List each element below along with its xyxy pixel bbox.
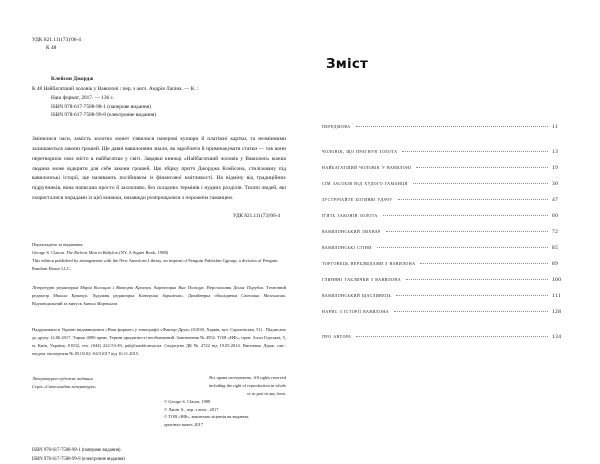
toc-entry-label: вавилонський лихвар [322,229,381,235]
series-name: Серія «Світоглядна література» [32,384,97,390]
toc-entry[interactable] [322,198,576,214]
toc-entry-page-number: 128 [552,309,562,315]
literary-editors-conjunction: і [112,284,115,290]
copyright-layout: оригінал-макет, 2017 [164,422,203,428]
copyright-publisher: © ТОВ «НФ», виключна ліцензія на видання, [164,414,249,420]
series-block [32,374,96,392]
toc-entry-page-number: 100 [552,277,562,283]
toc-entry[interactable] [322,246,576,262]
typesetter-label: Верстальник [206,284,232,290]
isbn-final-print: ISBN 978-617-7588-98-1 (паперове видання) [32,448,121,454]
proofreader-name: Яна Поліщук [178,284,204,290]
toc-dot-leader [377,247,548,248]
toc-dot-leader [416,167,548,168]
source-citation-line [32,250,168,255]
toc-entry-label: найбагатший чоловік у вавилоні [322,165,412,171]
toc-dot-leader [356,126,548,127]
toc-dot-leader [420,263,548,264]
toc-entry-page-number: 11 [552,124,559,130]
toc-entry-label: торговець верблюдами з вавилона [322,261,416,267]
toc-entry[interactable] [322,310,576,326]
toc-entry-label: зустрічайте богиню удачу [322,197,393,203]
toc-dot-leader [406,279,548,280]
toc-entry-page-number: 72 [552,229,559,235]
copyright-page [0,0,300,463]
toc-entry-label: сім засобів від худого гаманця [322,181,408,187]
toc-entry[interactable] [322,262,576,278]
biblio-title-line [32,85,286,94]
toc-entry-page-number: 134 [552,334,562,340]
toc-entry-page-number: 111 [552,293,562,299]
toc-entry-page-number: 60 [552,213,559,219]
bibliographic-record [32,75,286,119]
rights-reserved-sub2: or in part in any form. [247,390,286,396]
release-name: Антон Мартинов [82,300,117,306]
literary-editor-1: Марія Волощак [80,284,111,290]
copyright-author: © George S. Clason, 1988 [164,398,211,404]
biblio-title: Найбагатший чоловік у Вавилоні / пер. з англ. Андрія Лапіна. — К. : [43,86,199,93]
release-label: Відповідальний за випуск [32,300,82,306]
table-of-contents-page [300,0,600,431]
udk-code-line: УДК 821.111(73)'06-4 [32,37,81,43]
toc-entry[interactable] [322,230,576,246]
toc-dot-leader [356,336,548,337]
toc-entry[interactable] [322,150,576,166]
toc-entry-label: передмова [322,124,351,130]
source-publisher: (NY, A Signet Book, 1988) [119,250,169,256]
udk-block [32,36,286,52]
isbn-print-line: ISBN 978-617-7588-98-1 (паперове видання) [51,103,151,110]
toc-list [322,125,576,351]
book-annotation: Змінилися часи, замість золотих монет з'явилися паперові купюри й платіжні картки, та незмінними залишаються закони грошей. Ще давні вавилоняни знали, як заробляти й примножувати статки — так вони перетворили своє місто в найбагатше у світі. Завдяки книжці «Найбагатший чоловік у Вавилоні» кожна людина може відкрити для себе закони грошей. Цю збірку притч Джорджа Клейсона, стилізовану під вавилонські історії, ще називають посібником із фінансової кмітливості. На відміну від традиційних підручників, вона написана просто й захопливо, без складних термінів і нудних розділів. Тисячі людей, які скористалися порадами із цієї книжки, назавжди розпрощалися з порожнім гаманцем. [32,135,286,202]
toc-entry-label: нарис з історії вавилона [322,309,389,315]
rights-reserved-sub1: including the right of reproduction in whole [208,382,286,388]
toc-entry-page-number: 47 [552,197,559,203]
isbn-final-block [32,446,286,464]
udk-author-code: К 48 [46,45,57,52]
toc-entry-page-number: 13 [552,149,559,155]
toc-entry-label: про автора [322,334,352,340]
translated-from-label: Перекладено за виданням: [32,242,84,248]
toc-entry[interactable] [322,335,576,351]
toc-entry-label: вавилонський щасливець [322,293,392,299]
toc-entry-page-number: 30 [552,181,559,187]
source-author: George S. Clason. [32,250,66,256]
source-title: The Richest Man in Babylon [66,250,118,256]
toc-entry-label: п'ять законів золота [322,213,378,219]
toc-entry-page-number: 89 [552,261,559,267]
toc-entry[interactable] [322,182,576,198]
biblio-imprint-line: Наш формат, 2017. — 136 с. [51,95,115,102]
designer-name: Світлана Мелешкова [241,292,285,298]
technical-editor-name: Микола Кравчук [53,292,88,298]
technical-editor-label: Технічний редактор [32,284,287,298]
toc-dot-leader [413,183,548,184]
page-title: Зміст [326,56,369,72]
toc-dot-leader [386,231,548,232]
toc-entry[interactable] [322,166,576,182]
toc-entry[interactable] [322,125,576,141]
rights-reserved-head: Всі права застережено. All rights reserved [209,374,286,380]
designer-label: Дизайнерка обкладинки [187,292,238,298]
toc-entry-label: глиняні таблички з вавилона [322,277,402,283]
edition-type: Літературно-художнє видання [32,375,93,381]
copyright-translator: © Лапін А., пер. з англ., 2017 [164,406,219,412]
source-rights-note: This edition published by arrangement with the New American Library, an imprint of Penguin Publishin Ggroup, a division of Penguin Random House LLC. [32,257,278,271]
proofreader-label: Коректорка [154,284,177,290]
toc-dot-leader [394,311,548,312]
toc-entry-page-number: 19 [552,165,559,171]
isbn-final-electronic: ISBN 978-617-7588-99-8 (електронне видання) [32,457,125,463]
toc-dot-leader [402,151,548,152]
translation-source-block [32,241,286,272]
toc-dot-leader [398,199,549,200]
udk-footer-code: УДК 821.111(73)'06-4 [232,213,280,220]
literary-editor-2: Вікторія Кравчук [116,284,151,290]
editorial-credits: Літературні редакторки Марія Волощак і Вікторія Кравчук. Коректорка Яна Поліщук. Верстальник Денис Порубов. Технічний редактор Микола Кравчук. Художня редакторка Катерина Авраменко. Дизайнерка обкладинки Світлана Мелешкова. Відповідальний за випуск Антон Мартинов. [32,284,287,306]
legal-row [32,374,286,429]
book-author: Клейсон Джордж [51,76,94,83]
rights-block [164,374,286,429]
art-editor-name: Катерина Авраменко [138,292,183,298]
printing-imprint-block: Надруковано в Україні видавництвом «Наш формат» у типографії «Фактор-Друк» (61030, Харків, вул. Саратовська, 51) . Підписано до друку 12.06.2017. Тираж 4000 прим. Термін придатності необмежений. Замовлення № 4952. ТОВ «НФ», пров. Алли Горської, 5, м. Київ, Україна, 01032, тел. (044) 222-53-49, pub@nashformat.ua. Свідоцтво ДК № 4722 від 19.05.2014. Висновок Держ. сан.-епідем. експертизи № 05.03.02.-04/51017 від 16.11.2015. [32,326,286,356]
toc-entry[interactable] [322,214,576,230]
toc-entry-page-number: 85 [552,245,559,251]
isbn-electronic-line: ISBN 978-617-7588-99-8 (електронне видання) [51,112,157,119]
toc-entry-label: вавилонські стіни [322,245,372,251]
toc-dot-leader [396,295,548,296]
biblio-entry-code: К 48 [32,86,43,93]
literary-editors-label: Літературні редакторки [32,284,79,290]
toc-entry[interactable] [322,294,576,310]
toc-entry[interactable] [322,278,576,294]
typesetter-name: Денис Порубов [233,284,263,290]
art-editor-label: Художня редакторка [92,292,135,298]
toc-entry-label: чоловік, що прагнув золота [322,149,398,155]
toc-dot-leader [383,215,548,216]
